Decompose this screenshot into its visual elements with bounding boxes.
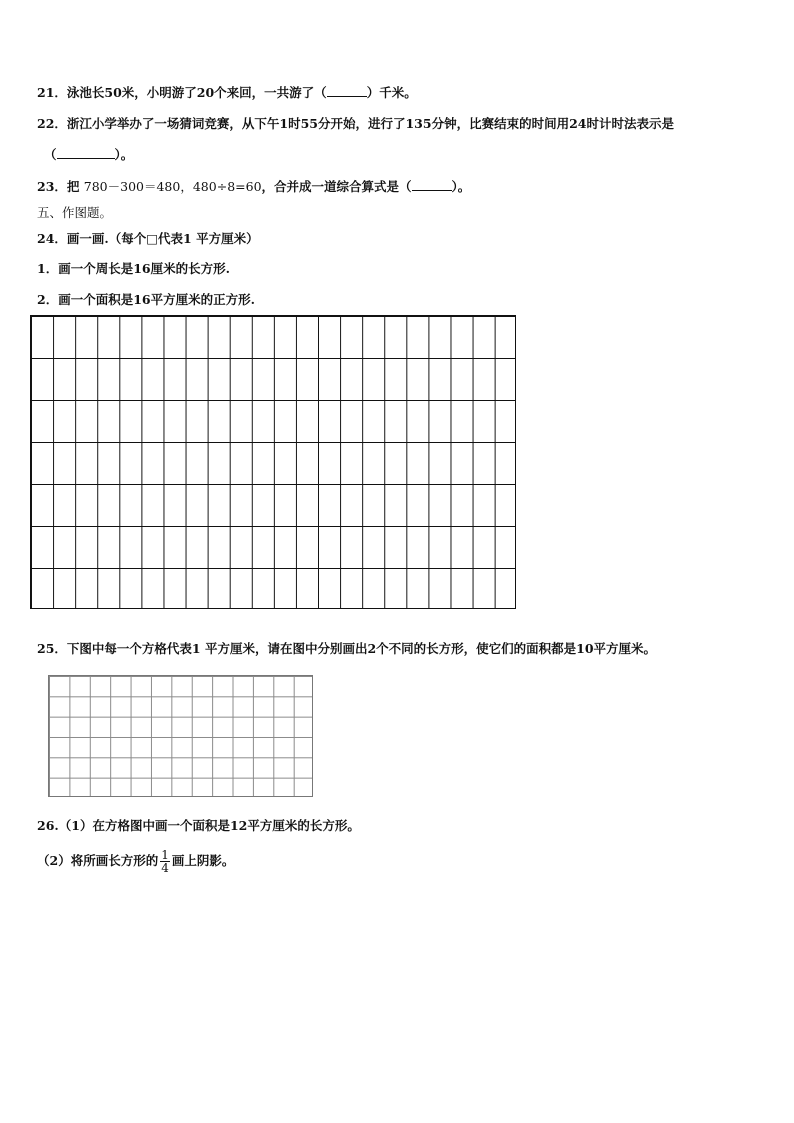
q26-part2-suffix: 画上阴影。 [171, 853, 235, 868]
fraction-denominator: 4 [161, 861, 169, 875]
fraction-numerator: 1 [161, 848, 169, 862]
drawing-grid-25[interactable] [48, 675, 313, 797]
q22-close: ）。 [114, 147, 134, 162]
q23-suffix: ）。 [451, 179, 471, 194]
question-24-item-1: 1．画一个周长是16厘米的长方形. [37, 261, 230, 276]
q21-prefix: 21．泳池长50米，小明游了20个来回，一共游了（ [37, 85, 327, 100]
q22-text: 22．浙江小学举办了一场猜词竞赛，从下午1时55分开始，进行了135分钟，比赛结束的时间用24时计时法表示是 [37, 116, 674, 131]
fraction-one-quarter [160, 849, 170, 874]
q21-suffix: ）千米。 [366, 85, 417, 100]
q23-middle: ，合并成一道综合算式是（ [261, 179, 412, 194]
question-22 [37, 116, 674, 132]
question-26-part-2 [37, 846, 234, 876]
question-21 [37, 84, 417, 101]
answer-blank-21[interactable] [327, 84, 367, 97]
q23-separator: ， [180, 179, 193, 194]
drawing-grid-24[interactable] [30, 315, 516, 609]
question-24-title: 24．画一画.（每个□代表1 平方厘米） [37, 231, 259, 246]
q26-part2-prefix: （2）将所画长方形的 [37, 853, 159, 868]
question-26-part-1: 26.（1）在方格图中画一个面积是12平方厘米的长方形。 [37, 818, 360, 833]
q23-prefix: 23．把 [37, 179, 80, 194]
section-heading-5: 五、作图题。 [37, 205, 113, 220]
q22-open: （ [44, 147, 57, 162]
question-24-item-2: 2．画一个面积是16平方厘米的正方形. [37, 292, 255, 307]
question-25: 25．下图中每一个方格代表1 平方厘米，请在图中分别画出2个不同的长方形，使它们的面积都是10平方厘米。 [37, 641, 657, 656]
question-22-answer [44, 146, 133, 163]
q23-expression-1: 780－300＝480 [83, 179, 181, 194]
q23-expression-2: 480÷8=60 [192, 179, 262, 194]
answer-blank-23[interactable] [412, 178, 452, 191]
answer-blank-22[interactable] [57, 146, 115, 159]
question-23 [37, 178, 470, 195]
